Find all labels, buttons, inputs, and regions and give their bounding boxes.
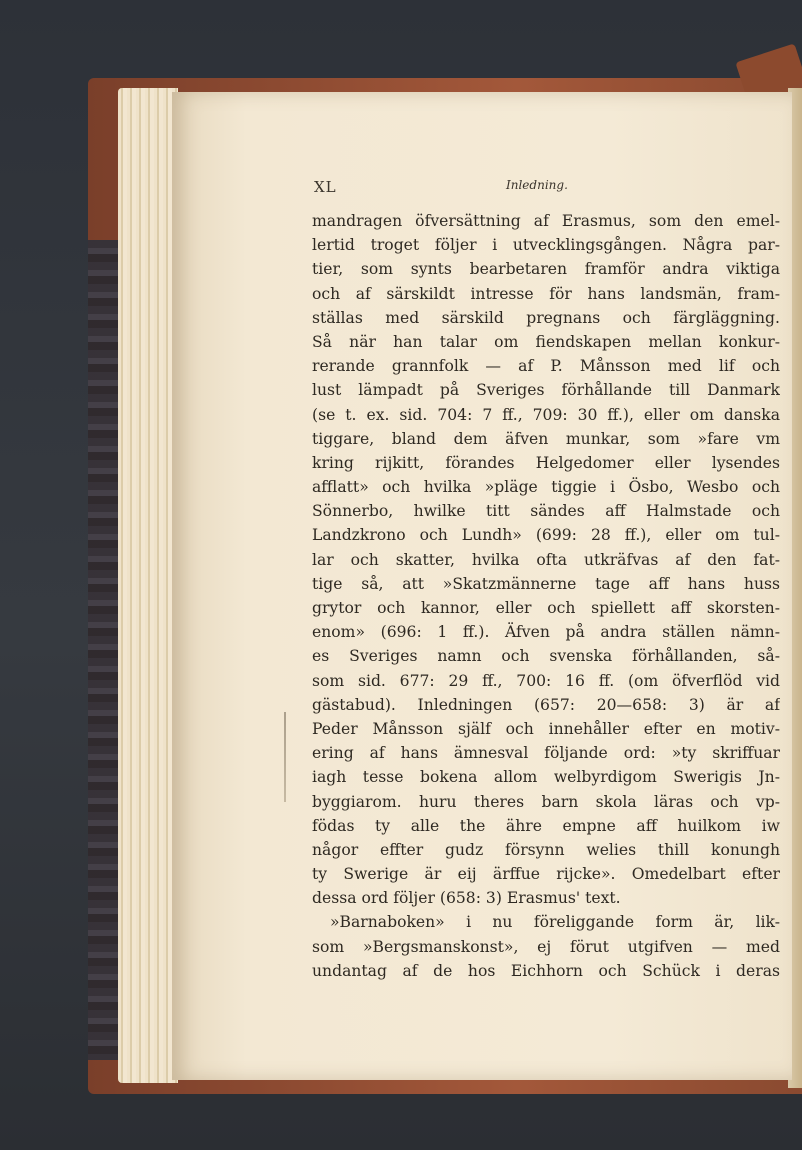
text-line: ställas med särskild pregnans och färgläggning. — [312, 308, 780, 327]
text-line: Sönnerbo, hwilke titt sändes aff Halmstade och — [312, 502, 780, 521]
margin-mark — [284, 712, 286, 802]
text-line: och af särskildt intresse för hans landsmän, fram- — [312, 284, 780, 303]
text-line: »Barnaboken» i nu föreliggande form är, lik- — [330, 913, 780, 932]
running-title: Inledning. — [506, 178, 568, 192]
text-line: byggiarom. huru theres barn skola läras och vp- — [312, 792, 780, 811]
text-line: lertid troget följer i utvecklingsgången. Några par- — [312, 236, 780, 255]
body-text — [312, 209, 780, 983]
text-line: dessa ord följer (658: 3) Erasmus' text. — [312, 889, 621, 908]
text-line: grytor och kannor, eller och spiellett aff skorsten- — [312, 599, 780, 617]
text-line: Så när han talar om fiendskapen mellan konkur- — [312, 332, 780, 351]
text-line: es Sveriges namn och svenska förhållanden, så- — [312, 647, 780, 666]
text-line: mandragen öfversättning af Erasmus, som den emel- — [312, 212, 780, 230]
text-line: ty Swerige är eij ärffue rijcke». Omedelbart efter — [312, 865, 780, 884]
page-number: XL — [314, 178, 337, 196]
text-line: tiggare, bland dem äfven munkar, som »fare vm — [312, 429, 780, 448]
page-edges — [118, 88, 178, 1083]
text-line: undantag af de hos Eichhorn och Schück i deras — [312, 961, 780, 980]
text-line: tier, som synts bearbetaren framför andra viktiga — [312, 260, 780, 279]
text-line: kring rijkitt, förandes Helgedomer eller lysendes — [312, 453, 780, 472]
text-line: Peder Månsson själf och innehåller efter en motiv- — [312, 719, 780, 738]
text-line: Landzkrono och Lundh» (699: 28 ff.), eller om tul- — [312, 526, 780, 545]
text-line: gästabud). Inledningen (657: 20—658: 3) är af — [312, 695, 780, 714]
running-head — [314, 178, 784, 202]
text-line: afflatt» och hvilka »pläge tiggie i Ösbo, Wesbo och — [312, 478, 780, 497]
text-line: någor effter gudz försynn welies thill konungh — [312, 840, 780, 859]
text-line: lar och skatter, hvilka ofta utkräfvas af den fat- — [312, 550, 780, 569]
text-line: iagh tesse bokena allom welbyrdigom Swerigis Jn- — [312, 768, 780, 787]
text-line: som sid. 677: 29 ff., 700: 16 ff. (om öfverflöd vid — [312, 671, 780, 690]
text-line: ering af hans ämnesval följande ord: »ty skriffuar — [312, 744, 780, 763]
text-line: födas ty alle the ähre empne aff huilkom iw — [312, 816, 780, 835]
text-line: lust lämpadt på Sveriges förhållande till Danmark — [312, 381, 780, 400]
text-line: som »Bergsmanskonst», ej förut utgifven — med — [312, 937, 780, 956]
text-line: tige så, att »Skatzmännerne tage aff hans huss — [312, 574, 780, 593]
text-line: rerande grannfolk — af P. Månsson med lif och — [312, 357, 780, 376]
text-line: enom» (696: 1 ff.). Äfven på andra ställen nämn- — [312, 623, 780, 642]
text-line: (se t. ex. sid. 704: 7 ff., 709: 30 ff.), eller om danska — [312, 405, 780, 424]
